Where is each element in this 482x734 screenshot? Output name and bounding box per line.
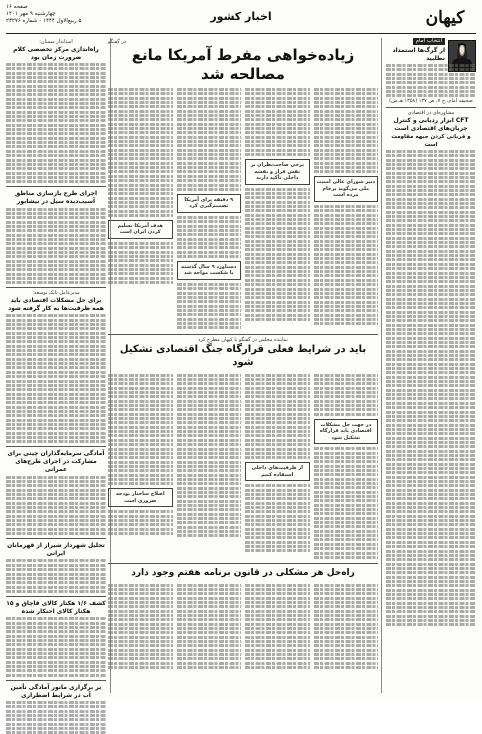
body-text [245, 582, 310, 670]
mid-kicker: نماینده مجلس در گفتگو با کیهان مطرح کرد [198, 336, 288, 343]
body-text [177, 582, 242, 670]
story-headline: کشف ۱/۶ هکتار کالای قاچاق و ۱۵ هکتار کالای احتکار شده [6, 599, 106, 615]
story-kicker: مشاوره‌ای در اقتصادی [407, 109, 455, 116]
column-title: از گرگ‌ها استمداد نطلبید [392, 46, 445, 62]
body-text [314, 372, 379, 560]
story-headline: بر برگزاری مانور آمادگی تأمین آب در شرایط اضطراری [10, 683, 102, 699]
story-headline: برای حل مشکلات اقتصادی باید همه ظرفیت‌ها به کار گرفته شود [8, 297, 104, 312]
body-text [177, 372, 242, 560]
divider [6, 186, 106, 187]
divider [6, 680, 106, 681]
body-text [108, 582, 173, 670]
pull-quote: ۹ دقیقه برای آمریکا تصمیم‌گیری کرد [177, 194, 242, 213]
pull-quote: در جهت حل مشکلات اقتصادی باید قرارگاه تشکیل شود [314, 419, 379, 445]
issue-meta [6, 4, 156, 25]
story-kicker: مدیرعامل بانک توسعه: [32, 290, 80, 297]
pull-quote: هدف آمریکا تسلیم کردن ایران است [108, 220, 173, 239]
divider [6, 446, 106, 447]
bottom-body-columns [108, 582, 378, 670]
main-headline: زیاده‌خواهی مفرط آمریکا مانع مصالحه شد [131, 45, 355, 83]
story-headline: CFT ابزار ردیابی و کنترل جریان‌های اقتصادی است [393, 116, 469, 132]
pull-quote: دستاورد ۹ سال گذشته با شکست مواجه شد [177, 261, 242, 280]
body-text [177, 87, 242, 331]
story-kicker: استاندار سمنان: [39, 39, 73, 45]
left-column [6, 38, 106, 699]
story-subheadline: و قربانی کردن جبهه مقاومت است [391, 133, 471, 148]
divider [6, 596, 106, 597]
caption: صحیفه امام، ج ۷، ص ۱۳۷ (۱۳۵۸ هـ.ش) [389, 98, 473, 105]
mid-body-columns [108, 372, 378, 560]
pull-quote: دبیر شورای عالی امنیت ملی می‌گوید برجام مرده است [314, 176, 379, 202]
divider [108, 563, 378, 564]
body-text [245, 87, 310, 331]
body-text [314, 582, 379, 670]
body-text [6, 476, 106, 535]
main-area [108, 38, 378, 693]
body-text [6, 617, 106, 676]
divider [386, 107, 476, 108]
body-text [386, 64, 476, 97]
date-line: چهارشنبه ۹ مهر ۱۴۰۱ [6, 11, 56, 17]
body-text [108, 87, 173, 331]
column-rule [381, 38, 382, 693]
body-text [314, 87, 379, 331]
divider [108, 334, 378, 335]
divider [6, 538, 106, 539]
masthead [6, 4, 476, 34]
portrait-photo [448, 40, 476, 72]
body-text [6, 63, 106, 183]
newspaper-logo [414, 4, 476, 32]
mid-headline: باید در شرایط فعلی قرارگاه جنگ اقتصادی تشکیل شود [119, 344, 367, 369]
issue-line: ۵ ربیع‌الاول ۱۴۴۴ - شماره ۲۳۲۷۶ [6, 18, 82, 24]
body-text [386, 150, 476, 626]
story-headline: تحلیل شهردار شیراز از قهرمانان ایرانی [7, 542, 105, 558]
main-body-columns [108, 87, 378, 331]
story-headline: راه‌اندازی مرکز تخصصی کلام ضرورت زمان بود [13, 45, 99, 61]
bottom-headline: راه‌حل هر مشکلی در قانون برنامه هفتم وجود دارد [131, 568, 355, 579]
section-title: اخبار کشور [210, 10, 272, 23]
story-headline: اجرای طرح بازسازی مناطق آسیب‌دیده سیل در نیشابور [14, 190, 98, 206]
body-text [6, 314, 106, 443]
body-text [6, 208, 106, 285]
body-text [108, 372, 173, 560]
body-text [6, 701, 106, 734]
box-label: انتخاب امام [413, 38, 445, 45]
body-text [6, 559, 106, 592]
story-headline: آمادگی سرمایه‌گذاران چینی برای مشارکت در اجرای طرح‌های عمرانی [7, 450, 105, 474]
logo-text: کیهان [425, 8, 465, 28]
pull-quote: برخی صاحب‌نظران بر نقش قرار و نقشه داخلی تأکید دارند [245, 159, 310, 185]
pull-quote: از ظرفیت‌های داخلی استفاده کنیم [245, 462, 310, 481]
main-kicker: در گفتگو [108, 39, 126, 45]
page-number: صفحه ۱۶ [6, 4, 28, 10]
body-text [245, 372, 310, 560]
divider [6, 287, 106, 288]
right-column [386, 38, 476, 693]
pull-quote: اصلاح ساختار بودجه ضروری است [108, 488, 173, 507]
